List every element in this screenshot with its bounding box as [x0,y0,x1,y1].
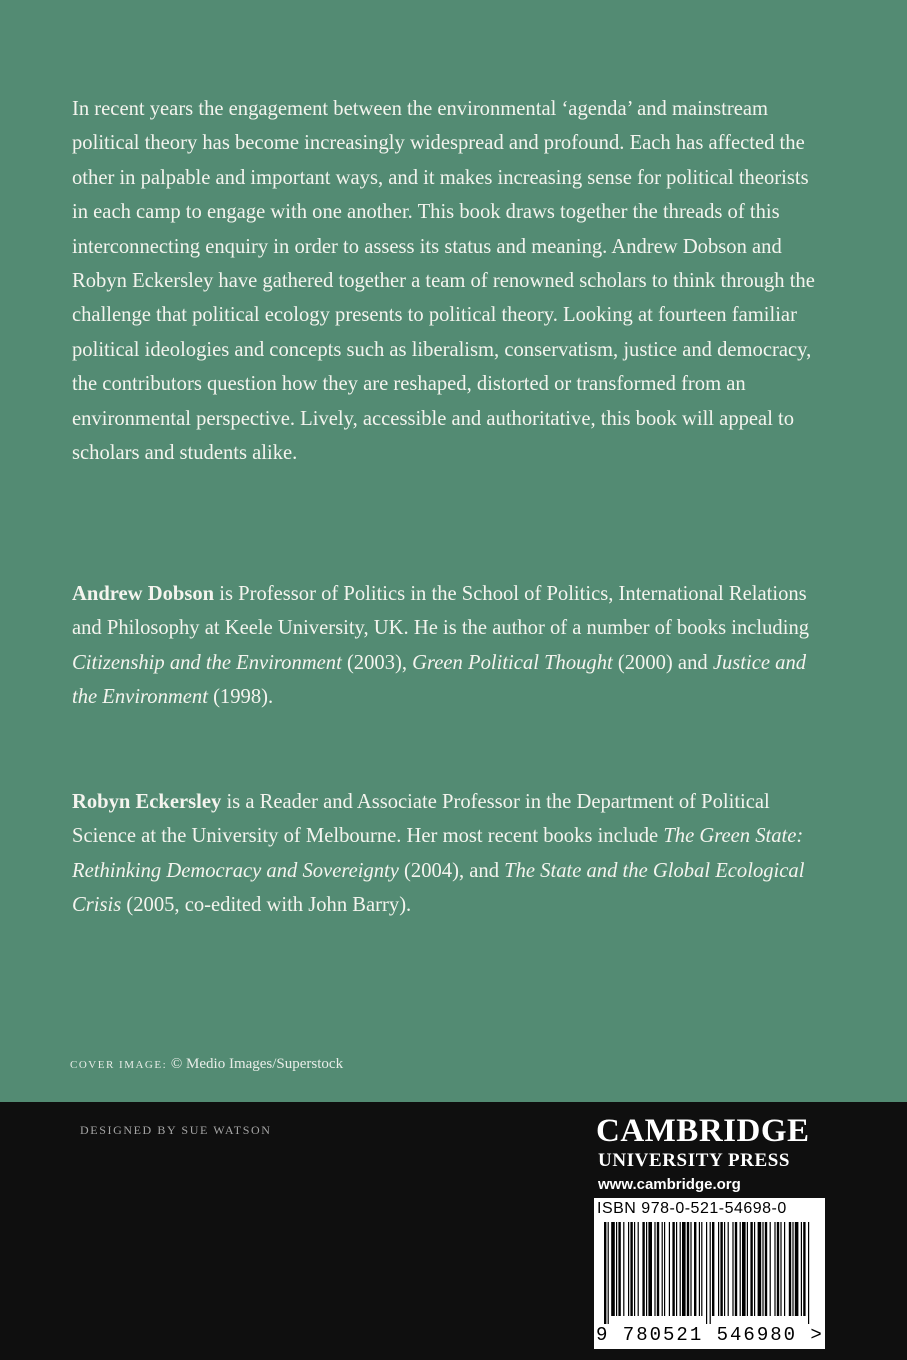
barcode-bar [694,1222,696,1316]
barcode-bar [699,1222,700,1316]
bio-robyn-eckersley [72,785,822,923]
barcode-bar [672,1222,674,1316]
designer-credit: DESIGNED BY SUE WATSON [80,1123,272,1137]
barcode-bar [706,1222,707,1324]
book-title: The Green State: Rethinking Democracy and Sovereignty [72,825,804,882]
barcode-bar [611,1222,615,1316]
barcode-bar [616,1222,617,1316]
barcode-bar [750,1222,752,1316]
barcode-bar [803,1222,805,1316]
barcode-bar [795,1222,799,1316]
barcode-bar [742,1222,746,1316]
bio-text: (1998). [207,686,274,709]
barcode-bar [735,1222,737,1316]
barcode-bar [690,1222,691,1316]
bio-text: (2000) and [612,651,713,674]
book-title: Justice and the Environment [72,651,807,709]
barcode-bar [801,1222,802,1316]
barcode-bar [724,1222,725,1316]
barcode-bar [720,1222,722,1316]
barcode-bar [676,1222,677,1316]
barcode-bar [758,1222,762,1316]
barcode-bar [754,1222,755,1316]
barcode-bar [638,1222,639,1316]
author-name: Robyn Eckersley [72,791,222,813]
barcode-bar [634,1222,635,1316]
barcode-bar [664,1222,665,1316]
cover-image-credit [70,1056,343,1073]
barcode-bar [630,1222,632,1316]
barcode-bar [808,1222,809,1324]
barcode-bar [710,1222,711,1324]
barcode-bar [604,1222,606,1324]
credit-label: COVER IMAGE: [70,1059,168,1071]
barcode-bar [728,1222,729,1316]
publisher-logo-name: CAMBRIDGE [596,1113,810,1149]
barcode-bar [657,1222,659,1316]
barcode-bar [740,1222,741,1316]
barcode-graphic [604,1222,810,1324]
barcode-bar [669,1222,670,1316]
barcode-bar [747,1222,748,1316]
barcode-bar [789,1222,791,1316]
barcode-bar [784,1222,785,1316]
credit-text: © Medio Images/Superstock [167,1056,344,1072]
bio-text: is a Reader and Associate Professor in the Department of Political Science at the University of Melbourne. Her most recent books include [72,791,770,848]
bio-text: (2004), and [398,859,505,882]
barcode-bar [777,1222,779,1316]
publisher-url: www.cambridge.org [598,1176,741,1193]
barcode-bar [623,1222,624,1316]
barcode-bar [780,1222,781,1316]
book-title: The State and the Global Ecological Crisis [72,859,805,917]
barcode-bar [687,1222,689,1316]
barcode-bar [712,1222,714,1316]
barcode-bar [762,1222,763,1316]
book-title: Citizenship and the Environment [72,651,342,674]
barcode-bar [642,1222,644,1316]
barcode-bar [732,1222,733,1316]
book-blurb: In recent years the engagement between the environmental ‘agenda’ and mainstream political theory has become increasingly widespread and profound. Each has affected the other in palpable and important ways, and it makes increasing sense for political theorists in each camp to engage with one another. This book draws together the threads of this interconnecting enquiry in order to assess its status and meaning. Andrew Dobson and Robyn Eckersley have gathered together a team of renowned scholars to think through the challenge that political ecology presents to political theory. Looking at fourteen familiar political ideologies and concepts such as liberalism, conservatism, justice and democracy, the contributors question how they are reshaped, distorted or transformed from an environmental perspective. Lively, accessible and authoritative, this book will appeal to scholars and students alike. [72,98,815,465]
isbn-barcode-box [594,1198,825,1349]
barcode-bar [718,1222,719,1316]
publisher-logo-press: UNIVERSITY PRESS [598,1150,791,1171]
barcode-bar [774,1222,775,1316]
barcode-bar [770,1222,771,1316]
isbn-label: ISBN 978-0-521-54698-0 [597,1200,787,1217]
barcode-bar [701,1222,702,1316]
barcode-bar [648,1222,652,1316]
barcode-bar [608,1222,609,1324]
barcode-bar [792,1222,793,1316]
barcode-bar [654,1222,655,1316]
barcode-bar [646,1222,647,1316]
bio-text: (2003), [341,651,413,674]
barcode-bar [662,1222,663,1316]
book-title: Green Political Thought [412,651,613,674]
bio-text: is Professor of Politics in the School of Politics, International Relations and Philosophy at Keele University, UK. He is the author of a number of books including [72,583,810,640]
bio-text: (2005, co-edited with John Barry). [121,894,412,917]
barcode-bar [618,1222,620,1316]
bio-andrew-dobson [72,577,822,715]
barcode-bar [628,1222,629,1316]
barcode-bar [680,1222,681,1316]
isbn-digits: 9 780521 546980 > [596,1324,824,1346]
barcode-bar [765,1222,767,1316]
barcode-bar [682,1222,686,1316]
author-name: Andrew Dobson [72,583,215,605]
